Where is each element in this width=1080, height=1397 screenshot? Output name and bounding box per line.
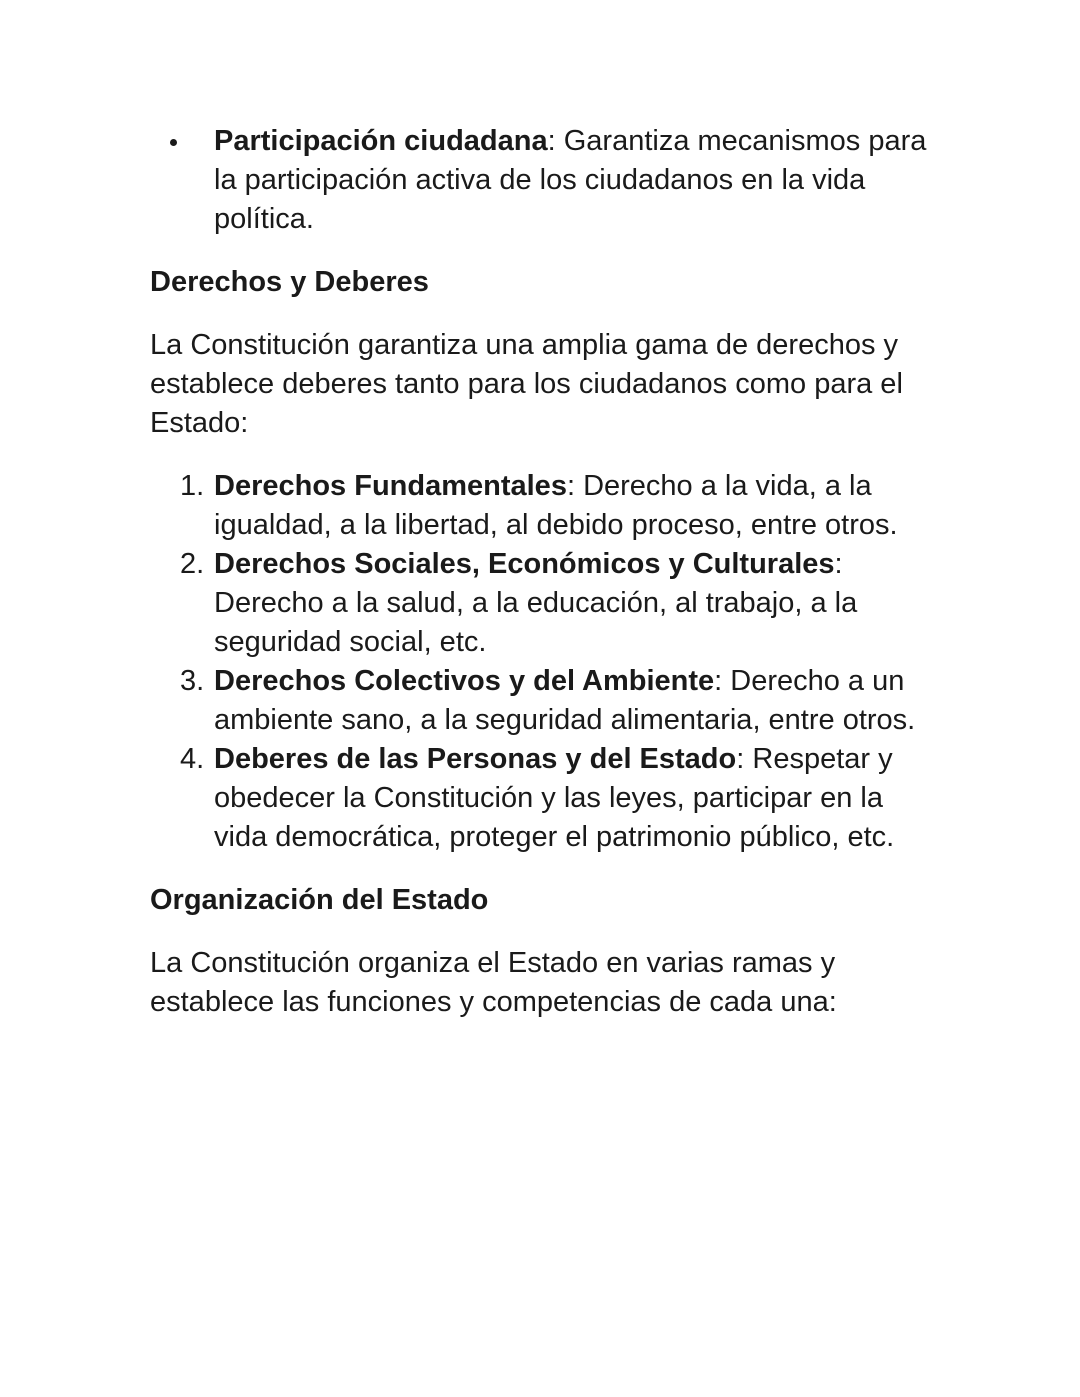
list-item-term: Derechos Fundamentales <box>214 470 567 502</box>
list-item-number: 1. <box>180 470 205 502</box>
list-item-text: Derecho a un ambiente sano, a la seguridad alimentaria, entre otros. <box>214 665 916 736</box>
document-page <box>150 122 940 1022</box>
numbered-list <box>150 467 940 857</box>
bullet-list <box>150 122 940 239</box>
section-paragraph-derechos: La Constitución garantiza una amplia gama de derechos y establece deberes tanto para los ciudadanos como para el Estado: <box>150 329 903 439</box>
list-item-term: Participación ciudadana <box>214 125 548 157</box>
list-item <box>180 467 940 545</box>
list-item-separator: : <box>736 743 745 775</box>
list-item <box>180 740 940 857</box>
list-item-text: Garantiza mecanismos para la participación activa de los ciudadanos en la vida política. <box>214 125 927 235</box>
list-item <box>214 122 940 239</box>
list-item-text: Derecho a la vida, a la igualdad, a la libertad, al debido proceso, entre otros. <box>214 470 898 541</box>
section-heading-derechos: Derechos y Deberes <box>150 266 429 298</box>
list-item-term: Derechos Sociales, Económicos y Culturales <box>214 548 835 580</box>
list-item-separator: : <box>834 548 843 580</box>
bullet-icon <box>170 139 177 146</box>
list-item-text: Derecho a la salud, a la educación, al trabajo, a la seguridad social, etc. <box>214 587 858 658</box>
list-item-number: 4. <box>180 743 205 775</box>
list-item-separator: : <box>714 665 723 697</box>
list-item-number: 2. <box>180 548 205 580</box>
list-item-term: Derechos Colectivos y del Ambiente <box>214 665 715 697</box>
list-item-separator: : <box>566 470 576 502</box>
list-item <box>180 662 940 740</box>
list-item-text: Respetar y obedecer la Constitución y las leyes, participar en la vida democrática, proteger el patrimonio público, etc. <box>214 743 895 853</box>
list-item-number: 3. <box>180 665 205 697</box>
list-item-separator: : <box>547 125 556 157</box>
list-item-term: Deberes de las Personas y del Estado <box>214 743 737 775</box>
section-heading-organizacion: Organización del Estado <box>150 884 489 916</box>
list-item <box>180 545 940 662</box>
section-paragraph-organizacion: La Constitución organiza el Estado en varias ramas y establece las funciones y competencias de cada una: <box>150 947 837 1018</box>
